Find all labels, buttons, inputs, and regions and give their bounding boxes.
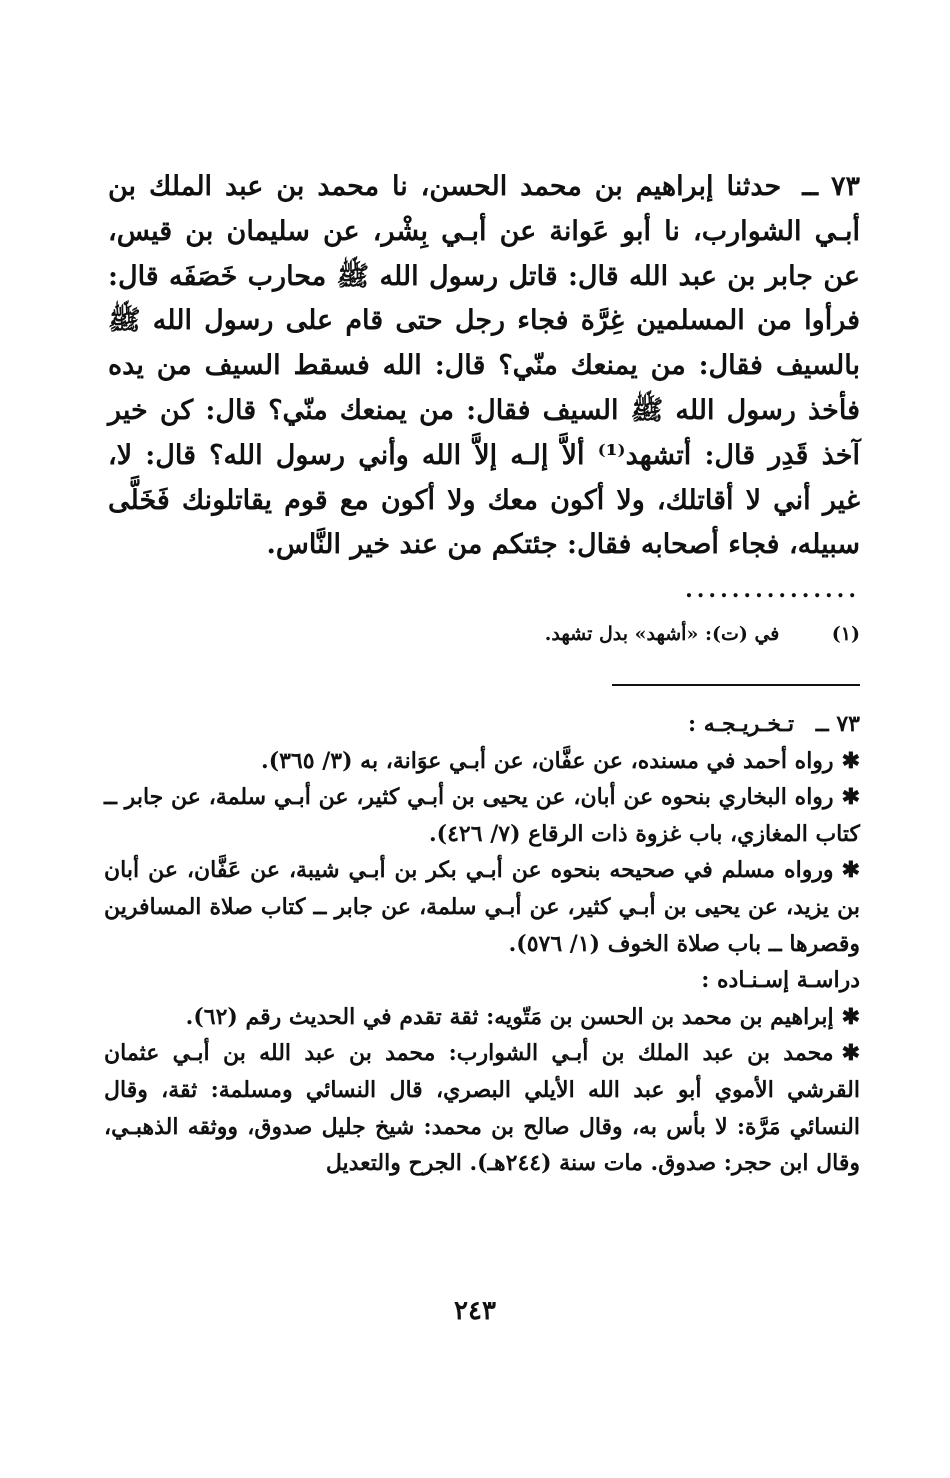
bullet-star-icon: ✱ <box>841 1040 860 1067</box>
takhrij-title: تـخـريـجـه : <box>687 711 795 737</box>
takhrij-item: ✱رواه البخاري بنحوه عن أبان، عن يحيى بن أبـي كثير، عن أبـي سلمة، عن جابر ــ كتاب المغازي، باب غزوة ذات الرقاع (٧/ ٤٢٦). <box>104 784 860 847</box>
hadith-number: ٧٣ ــ <box>802 171 860 202</box>
bullet-star-icon: ✱ <box>841 857 860 884</box>
hadith-body: حدثنا إبراهيم بن محمد الحسن، نا محمد بن عبد الملك بن أبـي الشوارب، نا أبو عَوانة عن أبـي بِشْر، عن سليمان بن قيس، عن جابر بن عبد الله قال: قاتل رسول الله ﷺ محارب خَصَفَه قال: فرأوا من المسلمين غِرَّة فجاء رجل حتى قام على رسول الله ﷺ بالسيف فقال: من يمنعك منّي؟ قال: الله فسقط السيف من يده فأخذ رسول الله ﷺ السيف فقال: من يمنعك منّي؟ قال: كن خير آخذ قَدِر قال: أتشهد⁽¹⁾ ألاَّ إلـه إلاَّ الله وأني رسول الله؟ قال: لا، غير أني لا أقاتلك، ولا أكون معك ولا أكون مع قوم يقاتلونك فَخَلَّى سبيله، فجاء أصحابه فقال: جئتكم من عند خير النَّاس. <box>108 171 860 561</box>
takhrij-heading <box>104 706 860 743</box>
isnad-heading: دراسـة إسـنـاده : <box>701 967 860 994</box>
takhrij-item: ✱رواه أحمد في مسنده، عن عفَّان، عن أبـي عوَانة، به (٣/ ٣٦٥). <box>261 747 860 774</box>
footnote <box>300 620 860 648</box>
section-divider <box>612 684 860 686</box>
takhrij-section <box>104 706 860 1182</box>
hadith-text-block <box>108 165 860 568</box>
bullet-star-icon: ✱ <box>841 1003 860 1030</box>
footnote-marker: (١) <box>831 623 860 645</box>
isnad-item: ✱محمد بن عبد الملك بن أبـي الشوارب: محمد بن عبد الله بن أبـي عثمان القرشي الأموي أبو عبد الله الأيلي البصري، قال النسائي ومسلمة: ثقة، وقال النسائي مَرَّة: لا بأس به، وقال صالح بن محمد: شيخ جليل صدوق، ووثقه الذهبـي، وقال ابن حجر: صدوق. مات سنة (٢٤٤هـ). الجرح والتعديل <box>104 1040 860 1177</box>
takhrij-item: ✱ورواه مسلم في صحيحه بنحوه عن أبـي بكر بن أبـي شيبة، عن عَفَّان، عن أبان بن يزيد، عن يحيى بن أبـي كثير، عن أبـي سلمة، عن جابر ــ كتاب صلاة المسافرين وقصرها ــ باب صلاة الخوف (١/ ٥٧٦). <box>104 857 860 957</box>
takhrij-number: ٧٣ ــ <box>815 711 860 737</box>
bullet-star-icon: ✱ <box>841 747 860 774</box>
page-number: ٢٤٣ <box>454 1296 496 1326</box>
bullet-star-icon: ✱ <box>841 784 860 811</box>
footnote-separator-dots: ............... <box>685 577 860 603</box>
isnad-item: ✱إبراهيم بن محمد بن الحسن بن مَتّويه: ثقة تقدم في الحديث رقم (٦٢). <box>185 1003 860 1030</box>
footnote-text: في (ت): «أشهد» بدل تشهد. <box>544 623 780 645</box>
